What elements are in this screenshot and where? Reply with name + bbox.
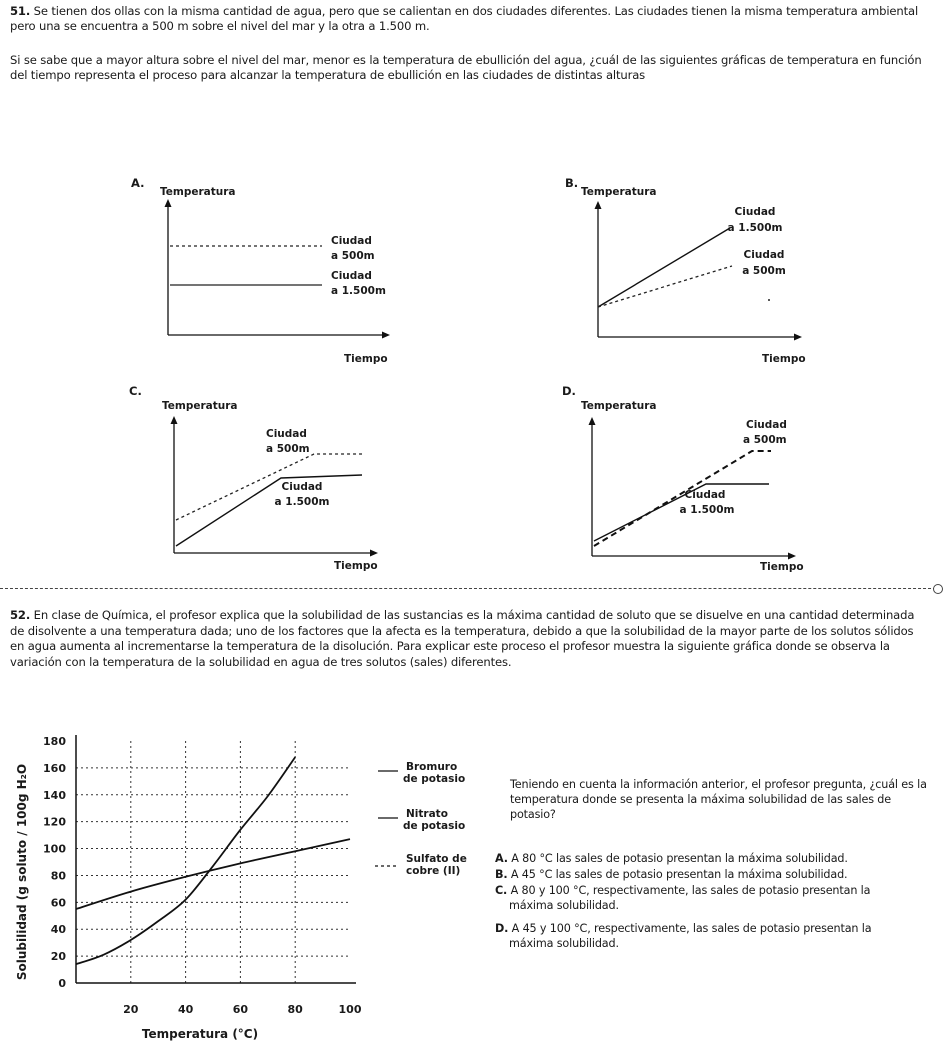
graph-b-bottom-label-1: Ciudad — [743, 249, 785, 261]
y-tick-label: 100 — [43, 842, 66, 856]
option-d-cont: máxima solubilidad. — [509, 937, 619, 950]
graph-d-bottom-label-2: a 1.500m — [679, 504, 735, 516]
graph-c-bottom-label-2: a 1.500m — [274, 496, 330, 508]
graph-b-ylabel: Temperatura — [581, 186, 657, 198]
option-a[interactable] — [495, 851, 935, 866]
graph-c-xlabel: Tiempo — [334, 560, 378, 572]
graph-a-bottom-label-2: a 1.500m — [331, 285, 386, 297]
y-tick-label: 180 — [43, 735, 66, 748]
graph-a-top-label-1: Ciudad — [331, 235, 372, 247]
graph-c-letter: C. — [129, 384, 142, 398]
graph-a-xlabel: Tiempo — [344, 353, 388, 365]
graph-d-ylabel: Temperatura — [581, 400, 657, 412]
option-a-letter: A. — [495, 852, 508, 865]
option-d-text: A 45 y 100 °C, respectivamente, las sales de potasio presentan la — [511, 922, 872, 935]
legend-sulfato-1: Sulfato de — [406, 853, 467, 865]
option-b-text: A 45 °C las sales de potasio presentan la máxima solubilidad. — [510, 868, 848, 881]
y-tick-label: 60 — [50, 896, 66, 910]
option-a-text: A 80 °C las sales de potasio presentan la máxima solubilidad. — [511, 852, 848, 865]
legend-bromuro-1: Bromuro — [406, 761, 458, 773]
graph-a-bottom-label-1: Ciudad — [331, 270, 372, 282]
legend-nitrato-1: Nitrato — [406, 808, 448, 820]
graph-b-top-label-1: Ciudad — [734, 206, 776, 218]
option-b-letter: B. — [495, 868, 508, 881]
y-tick-label: 20 — [50, 950, 66, 964]
graph-d-top-label-1: Ciudad — [746, 419, 787, 431]
y-tick-label: 40 — [50, 923, 66, 937]
option-c[interactable] — [495, 883, 935, 913]
y-tick-label: 140 — [43, 788, 66, 802]
y-tick-label: 0 — [58, 977, 66, 990]
y-tick-label: 80 — [50, 869, 66, 883]
y-tick-label: 160 — [43, 761, 66, 775]
option-c-cont: máxima solubilidad. — [509, 899, 619, 912]
option-d-letter: D. — [495, 922, 509, 935]
x-tick-label: 40 — [177, 1003, 194, 1016]
graph-a-top-label-2: a 500m — [331, 250, 375, 262]
graph-b-letter: B. — [565, 176, 579, 190]
x-tick-label: 20 — [123, 1003, 139, 1016]
q52-text: En clase de Química, el profesor explica que la solubilidad de las sustancias es la máxima cantidad de soluto que se disuelve en una cantidad determinada de disolvente a una temperatura dada; uno de los factores que la afecta es la temperatura, debido a que la solubilidad de la mayor parte de los solutos sólidos en agua aumenta al incrementarse la temperatura de la disolución. Para explicar este proceso el profesor muestra la siguiente gráfica donde se observa la variación con la temperatura de la solubilidad en agua de tres solutos (sales) diferentes. — [10, 608, 915, 669]
q51-text1: Se tienen dos ollas con la misma cantidad de agua, pero que se calientan en dos ciudades diferentes. Las ciudades tienen la misma temperatura ambiental pero una se encuentra a 500 m sobre el nivel del mar y la otra a 1.500 m. — [10, 4, 919, 33]
graph-a-letter: A. — [131, 176, 145, 190]
y-tick-label: 120 — [43, 815, 66, 829]
q52-question: Teniendo en cuenta la información anterior, el profesor pregunta, ¿cuál es la temperatura donde se presenta la máxima solubilidad de las sales de potasio? — [510, 778, 927, 821]
graph-b-top-label-2: a 1.500m — [727, 222, 783, 234]
option-d[interactable] — [495, 921, 935, 951]
y-axis-label: Solubilidad (g soluto / 100g H₂O — [15, 763, 29, 981]
x-tick-label: 60 — [232, 1003, 249, 1016]
x-tick-label: 80 — [287, 1003, 303, 1016]
graph-d-bottom-label-1: Ciudad — [684, 489, 726, 501]
legend-nitrato-2: de potasio — [403, 820, 466, 832]
option-c-text: A 80 y 100 °C, respectivamente, las sales de potasio presentan la — [510, 884, 871, 897]
graph-b-xlabel: Tiempo — [762, 353, 806, 365]
option-c-letter: C. — [495, 884, 508, 897]
graph-a-ylabel: Temperatura — [160, 186, 236, 198]
graph-d-letter: D. — [562, 384, 576, 398]
x-axis-label: Temperatura (°C) — [141, 1027, 259, 1041]
q52-number: 52. — [10, 608, 31, 622]
graph-c-top-label-1: Ciudad — [266, 428, 307, 440]
q51-question: Si se sabe que a mayor altura sobre el nivel del mar, menor es la temperatura de ebullición del agua, ¿cuál de las siguientes gráficas de temperatura en función del tiempo representa el proceso para alcanzar la temperatura de ebullición en las ciudades de distintas alturas — [10, 53, 922, 82]
graph-b-bottom-label-2: a 500m — [742, 265, 786, 277]
graph-d-xlabel: Tiempo — [760, 561, 804, 573]
option-b[interactable] — [495, 867, 935, 882]
graph-c-ylabel: Temperatura — [162, 400, 238, 412]
x-tick-label: 100 — [338, 1003, 362, 1016]
legend-bromuro-2: de potasio — [403, 773, 466, 785]
legend-sulfato-2: cobre (II) — [406, 865, 461, 877]
graph-d-top-label-2: a 500m — [743, 434, 787, 446]
q51-number: 51. — [10, 4, 31, 18]
graph-c-bottom-label-1: Ciudad — [281, 481, 323, 493]
graph-c-top-label-2: a 500m — [266, 443, 310, 455]
